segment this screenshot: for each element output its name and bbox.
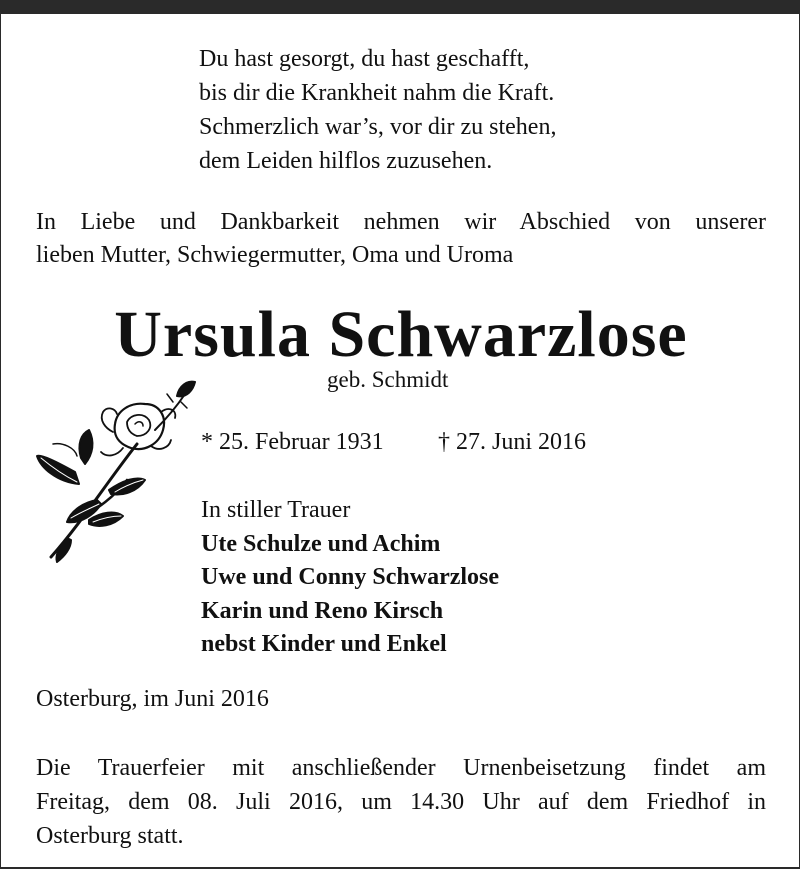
mourner-name: Ute Schulze und Achim — [201, 530, 441, 557]
funeral-line: Die Trauerfeier mit anschließender Urnenbeisetzung findet am — [36, 755, 766, 781]
intro-text — [36, 206, 766, 272]
intro-line: In Liebe und Dankbarkeit nehmen wir Abschied von unserer — [36, 209, 766, 235]
poem-line: Du hast gesorgt, du hast geschafft, — [199, 46, 530, 72]
funeral-line: Osterburg statt. — [36, 823, 184, 849]
mourner-name: nebst Kinder und Enkel — [201, 631, 447, 657]
mourner-name: Uwe und Conny Schwarzlose — [201, 564, 500, 590]
birth-date: * 25. Februar 1931 — [201, 429, 384, 455]
mourner-name: Karin und Reno Kirsch — [201, 597, 444, 624]
death-date: † 27. Juni 2016 — [438, 429, 587, 455]
funeral-line: Freitag, dem 08. Juli 2016, um 14.30 Uhr auf dem Friedhof in — [36, 789, 766, 815]
mourners-intro: In stiller Trauer — [201, 497, 351, 523]
intro-line: lieben Mutter, Schwiegermutter, Oma und Uroma — [36, 242, 514, 268]
poem-line: Schmerzlich war’s, vor dir zu stehen, — [199, 114, 557, 140]
rose-icon — [27, 372, 207, 582]
poem — [199, 42, 556, 178]
poem-line: dem Leiden hilflos zuzusehen. — [199, 148, 493, 174]
place-date: Osterburg, im Juni 2016 — [36, 686, 269, 712]
born-name: geb. Schmidt — [327, 367, 449, 392]
deceased-name: Ursula Schwarzlose — [114, 298, 688, 371]
funeral-info — [36, 751, 766, 853]
mourners-block — [201, 494, 499, 662]
poem-line: bis dir die Krankheit nahm die Kraft. — [199, 80, 555, 106]
